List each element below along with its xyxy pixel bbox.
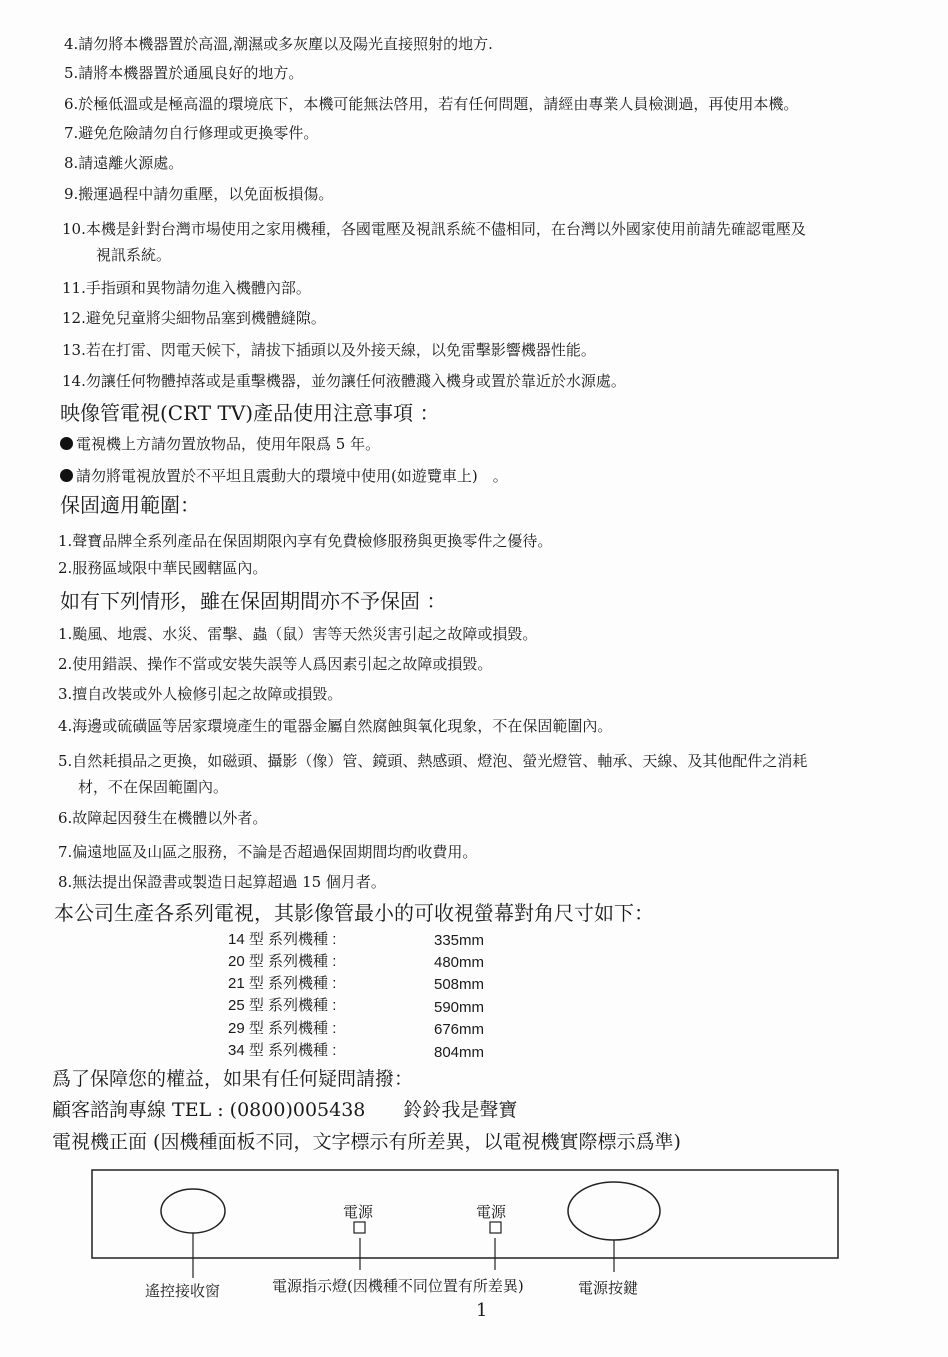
exclusion-heading: 如有下列情形，雖在保固期間亦不予保固 ：	[60, 589, 447, 613]
power-label-right: 電源	[476, 1203, 507, 1221]
note-10-cont: 視訊系統。	[96, 246, 172, 264]
note-9: 9.搬運過程中請勿重壓，以免面板損傷。	[64, 185, 334, 203]
warranty-item-1: 1.聲寶品牌全系列產品在保固期限內享有免費檢修服務與更換零件之優待。	[58, 532, 553, 550]
note-7: 7.避免危險請勿自行修理或更換零件。	[64, 124, 319, 142]
remote-receiver-label: 遙控接收窗	[145, 1282, 221, 1300]
note-12: 12.避免兒童將尖細物品塞到機體縫隙。	[62, 309, 326, 327]
screen-row-model: 21 型 系列機種 :	[228, 975, 337, 992]
screen-row-size: 590mm	[434, 999, 485, 1016]
note-6: 6.於極低溫或是極高溫的環境底下，本機可能無法啓用，若有任何問題，請經由專業人員檢測過，再使用本機。	[64, 95, 799, 113]
page-number: 1	[476, 1300, 488, 1321]
power-key-circle	[568, 1182, 660, 1240]
power-label-left: 電源	[343, 1203, 374, 1221]
exclusion-item-5-cont: 材，不在保固範圍內。	[78, 778, 229, 796]
note-14: 14.勿讓任何物體掉落或是重擊機器，並勿讓任何液體濺入機身或置於靠近於水源處。	[62, 372, 626, 390]
remote-receiver-window	[161, 1189, 225, 1233]
screen-row-size: 480mm	[434, 954, 485, 971]
note-13: 13.若在打雷、閃電天候下，請拔下插頭以及外接天線，以免雷擊影響機器性能。	[62, 341, 596, 359]
screen-row-size: 335mm	[434, 932, 485, 949]
exclusion-item-1: 1.颱風、地震、水災、雷擊、蟲（鼠）害等天然災害引起之故障或損毀。	[58, 625, 538, 643]
exclusion-item-8: 8.無法提出保證書或製造日起算超過 15 個月者。	[58, 873, 386, 891]
exclusion-item-6: 6.故障起因發生在機體以外者。	[58, 809, 268, 827]
warranty-heading: 保固適用範圍：	[60, 493, 200, 517]
exclusion-item-2: 2.使用錯誤、操作不當或安裝失誤等人爲因素引起之故障或損毀。	[58, 655, 493, 673]
exclusion-item-4: 4.海邊或硫磺區等居家環境產生的電器金屬自然腐蝕與氧化現象，不在保固範圍內。	[58, 717, 613, 735]
note-4: 4.請勿將本機器置於高溫,潮濕或多灰塵以及陽光直接照射的地方.	[64, 35, 493, 53]
crt-bullet-text: 電視機上方請勿置放物品，使用年限爲 5 年。	[76, 435, 381, 453]
tv-panel-outline	[92, 1170, 838, 1258]
screen-row-model: 34 型 系列機種 :	[228, 1042, 337, 1059]
screen-row-size: 508mm	[434, 976, 485, 993]
screen-row-model: 20 型 系列機種 :	[228, 953, 337, 970]
contact-heading: 爲了保障您的權益，如果有任何疑問請撥：	[52, 1068, 414, 1090]
screen-row-size: 804mm	[434, 1044, 485, 1061]
screen-heading: 本公司生產各系列電視，其影像管最小的可收視螢幕對角尺寸如下：	[54, 901, 654, 925]
front-heading: 電視機正面 (因機種面板不同，文字標示有所差異，以電視機實際標示爲準)	[52, 1131, 681, 1153]
exclusion-item-7: 7.偏遠地區及山區之服務，不論是否超過保固期間均酌收費用。	[58, 843, 478, 861]
crt-bullet-text: 請勿將電視放置於不平坦且震動大的環境中使用(如遊覽車上) 。	[76, 467, 508, 485]
screen-row-model: 29 型 系列機種 :	[228, 1020, 337, 1037]
warranty-item-2: 2.服務區域限中華民國轄區內。	[58, 559, 268, 577]
power-button-square	[490, 1222, 501, 1233]
note-10: 10.本機是針對台灣市場使用之家用機種，各國電壓及視訊系統不儘相同，在台灣以外國家使用前請先確認電壓及	[62, 220, 806, 238]
exclusion-item-5: 5.自然耗損品之更換，如磁頭、攝影（像）管、鏡頭、熱感頭、燈泡、螢光燈管、軸承、天線、及其他配件之消耗	[58, 752, 808, 770]
screen-row-size: 676mm	[434, 1021, 485, 1038]
crt-heading: 映像管電視(CRT TV)產品使用注意事項 ：	[60, 401, 440, 425]
note-11: 11.手指頭和異物請勿進入機體內部。	[62, 279, 311, 297]
power-key-label: 電源按鍵	[578, 1279, 639, 1297]
note-8: 8.請遠離火源處。	[64, 154, 184, 172]
hotline: 顧客諮詢專線 TEL : (0800)005438 鈴鈴我是聲寶	[52, 1099, 518, 1121]
screen-row-model: 14 型 系列機種 :	[228, 931, 337, 948]
note-5: 5.請將本機器置於通風良好的地方。	[64, 64, 304, 82]
screen-row-model: 25 型 系列機種 :	[228, 997, 337, 1014]
exclusion-item-3: 3.擅自改裝或外人檢修引起之故障或損毀。	[58, 685, 343, 703]
power-indicator-square	[354, 1222, 365, 1233]
power-indicator-label: 電源指示燈(因機種不同位置有所差異)	[272, 1277, 524, 1295]
